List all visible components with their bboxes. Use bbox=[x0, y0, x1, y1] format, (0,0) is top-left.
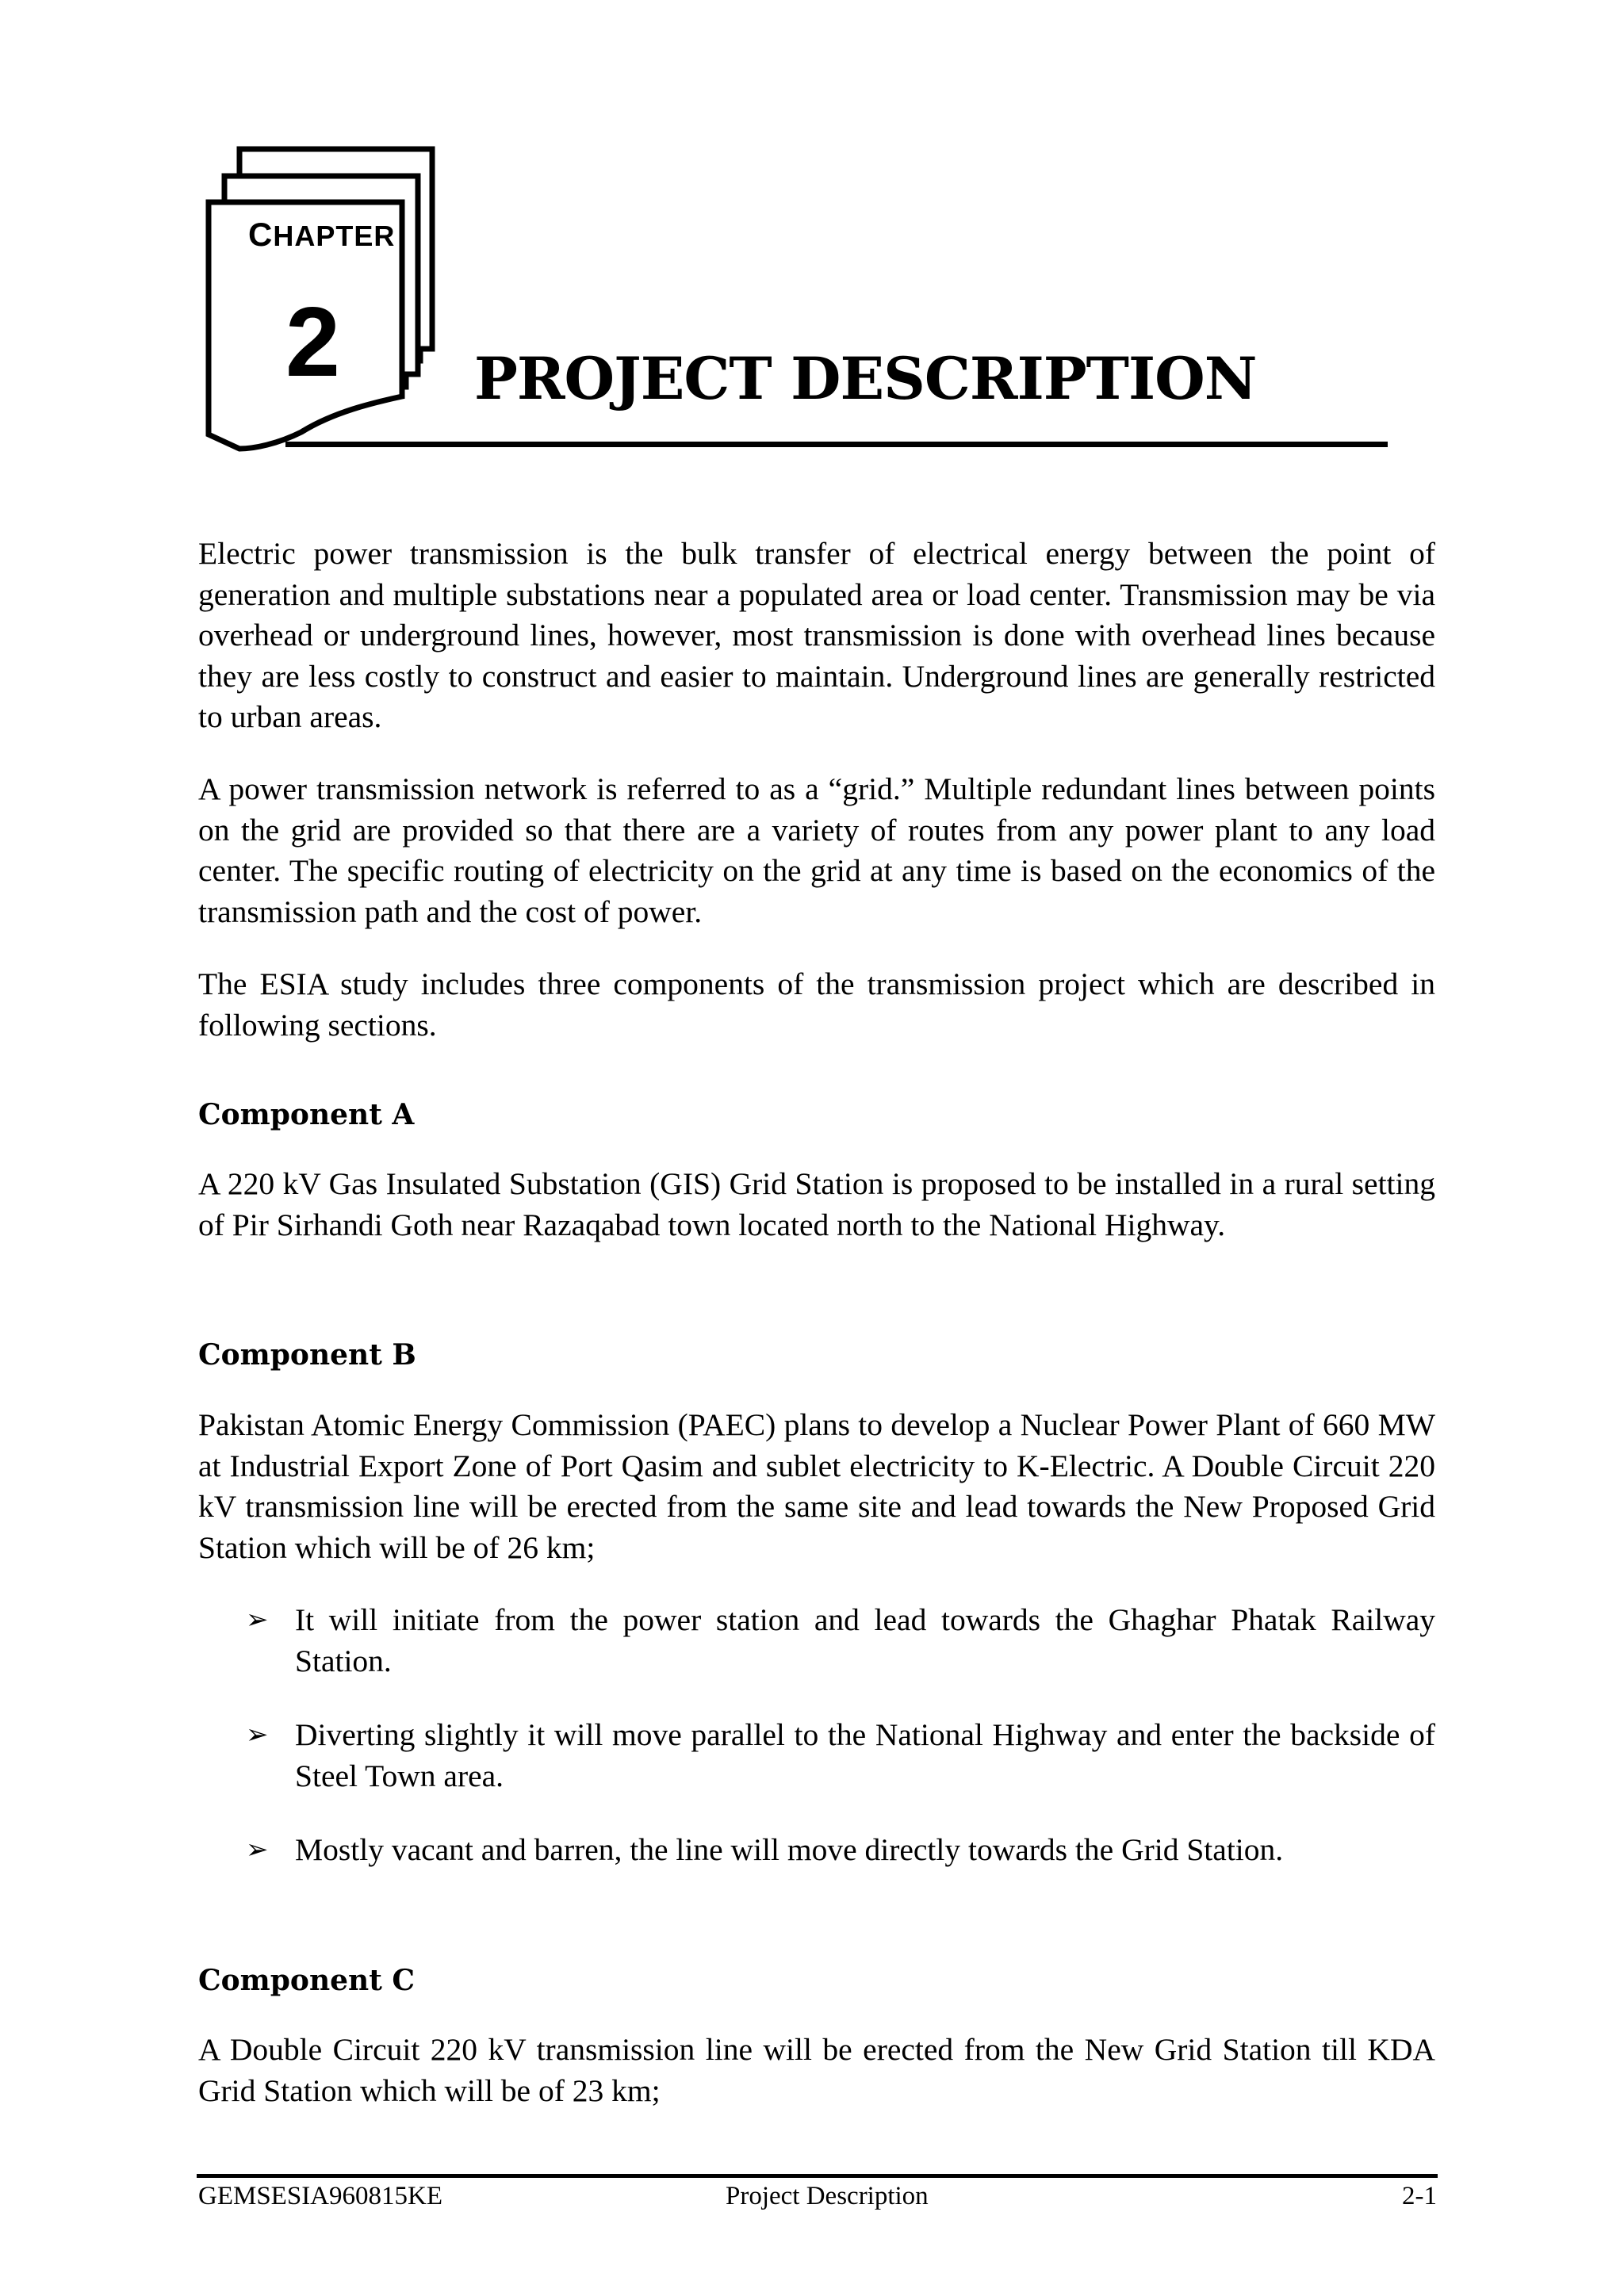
component-a-text: A 220 kV Gas Insulated Substation (GIS) Grid Station is proposed to be installed in a rural setting of Pir Sirhandi Goth near Razaqabad town located north to the National Highway. bbox=[198, 1166, 1435, 1242]
component-b-heading: Component B bbox=[198, 1338, 416, 1372]
chapter-label-rest: HAPTER bbox=[273, 220, 396, 252]
bullet-arrow-icon: ➢ bbox=[246, 1719, 269, 1751]
footer-doc-code: GEMSESIA960815KE bbox=[198, 2182, 443, 2210]
bullet-arrow-icon: ➢ bbox=[246, 1604, 269, 1636]
intro-paragraph-1: Electric power transmission is the bulk transfer of electrical energy between the point of generation and multiple substations near a populated area or load center. Transmission may be via overhead or underground lines, however, most transmission is done with overhead lines because they are less costly to construct and easier to maintain. Underground lines are generally restricted to urban areas. bbox=[198, 536, 1435, 734]
bullet-arrow-icon: ➢ bbox=[246, 1834, 269, 1866]
chapter-label bbox=[248, 216, 395, 254]
component-c-text: A Double Circuit 220 kV transmission line will be erected from the New Grid Station till KDA Grid Station which will be of 23 km; bbox=[198, 2032, 1435, 2108]
bullet-text: Mostly vacant and barren, the line will move directly towards the Grid Station. bbox=[295, 1832, 1284, 1867]
chapter-label-initial: C bbox=[248, 216, 274, 253]
bullet-text: It will initiate from the power station and lead towards the Ghaghar Phatak Railway Station. bbox=[295, 1602, 1435, 1678]
chapter-title: PROJECT DESCRIPTION bbox=[474, 345, 1257, 413]
component-b-text: Pakistan Atomic Energy Commission (PAEC) plans to develop a Nuclear Power Plant of 660 MW at Industrial Export Zone of Port Qasim and sublet electricity to K-Electric. A Double Circuit 220 kV transmission line will be erected from the same site and lead towards the New Proposed Grid Station which will be of 26 km; bbox=[198, 1407, 1435, 1565]
footer-page-number: 2-1 bbox=[1402, 2182, 1437, 2210]
intro-paragraph-3: The ESIA study includes three components of the transmission project which are described in following sections. bbox=[198, 966, 1435, 1043]
component-c-heading: Component C bbox=[198, 1964, 416, 1997]
bullet-text: Diverting slightly it will move parallel to the National Highway and enter the backside of Steel Town area. bbox=[295, 1717, 1435, 1793]
footer-rule bbox=[197, 2174, 1438, 2178]
intro-paragraph-2: A power transmission network is referred to as a “grid.” Multiple redundant lines between points on the grid are provided so that there are a variety of routes from any power plant to any load center. The specific routing of electricity on the grid at any time is based on the economics of the transmission path and the cost of power. bbox=[198, 771, 1435, 929]
component-a-heading: Component A bbox=[198, 1098, 415, 1131]
title-underline bbox=[285, 442, 1388, 447]
footer-section-title: Project Description bbox=[726, 2182, 929, 2210]
chapter-number: 2 bbox=[285, 288, 340, 397]
